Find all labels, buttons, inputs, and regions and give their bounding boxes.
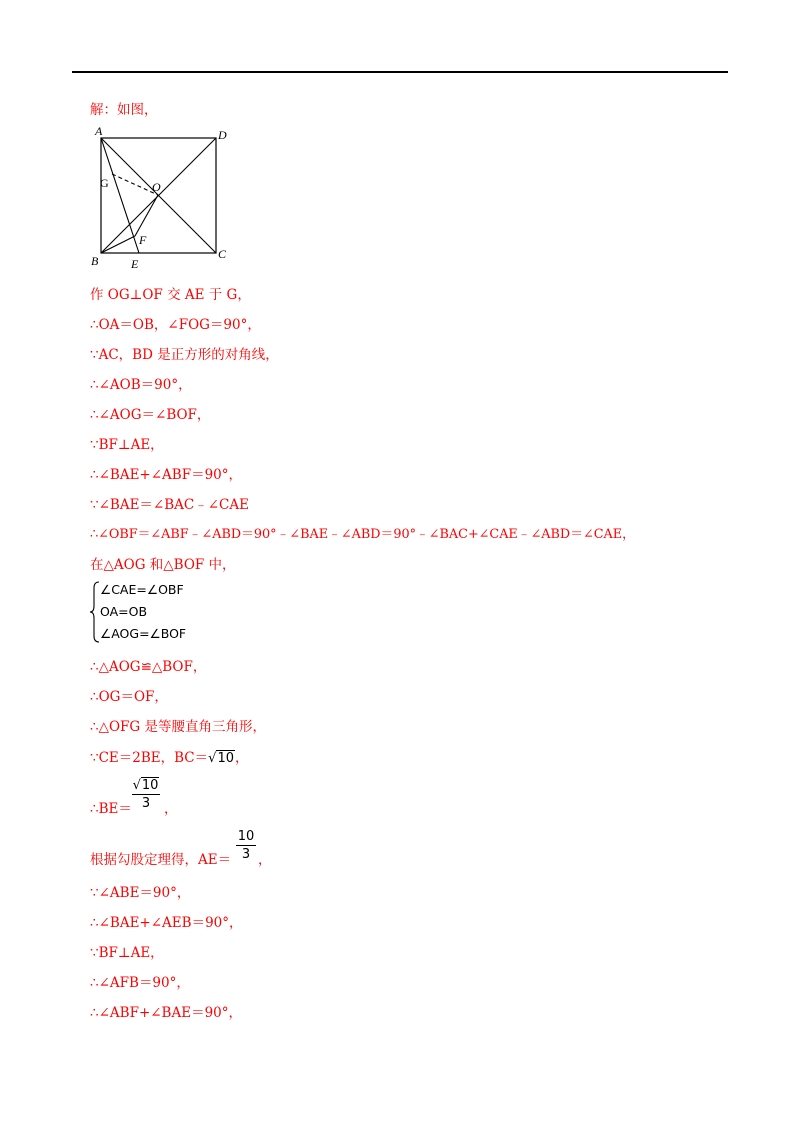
step-14-text: ∵CE＝2BE，BC＝ (90, 750, 209, 766)
step-6: ∵BF⊥AE， (90, 437, 164, 453)
step-19: ∵BF⊥AE， (90, 945, 164, 961)
segment-ae (101, 138, 139, 253)
step-12: ∴OG＝OF， (90, 689, 168, 705)
step-14-comma: ， (234, 750, 249, 766)
step-10: 在△AOG 和△BOF 中， (90, 557, 236, 573)
label-a: A (95, 126, 103, 138)
step-3: ∵AC，BD 是正方形的对角线， (90, 347, 279, 363)
fraction-ae (236, 829, 256, 862)
step-14 (90, 749, 248, 768)
label-o: O (152, 180, 161, 194)
step-15 (90, 800, 132, 818)
label-c: C (218, 247, 227, 261)
fraction-be-numerator: √10 (132, 778, 159, 793)
step-17: ∵∠ABE＝90°， (90, 885, 191, 901)
label-e: E (131, 257, 139, 271)
fraction-ae-numerator: 10 (237, 829, 255, 844)
sqrt-10: √10 (208, 751, 234, 766)
condition-2: OA=OB (100, 604, 148, 619)
step-5: ∴∠AOG＝∠BOF， (90, 407, 211, 423)
geometry-figure (86, 126, 246, 271)
label-b: B (91, 254, 99, 268)
step-13: ∴△OFG 是等腰直角三角形， (90, 719, 266, 735)
header-rule (72, 71, 728, 73)
step-16-text: 根据勾股定理得，AE＝ (90, 852, 232, 868)
step-16 (90, 851, 231, 869)
step-9: ∴∠OBF＝∠ABF﹣∠ABD＝90°﹣∠BAE﹣∠ABD＝90°﹣∠BAC+∠CAE﹣∠ABD＝∠CAE， (90, 527, 635, 542)
condition-1: ∠CAE=∠OBF (100, 582, 184, 597)
label-g: G (100, 176, 109, 190)
sqrt-10-radicand: 10 (217, 751, 234, 766)
label-f: F (139, 233, 147, 247)
step-21: ∴∠ABF+∠BAE＝90°， (90, 1005, 243, 1021)
label-d: D (218, 128, 227, 142)
fraction-be-denominator: 3 (141, 796, 151, 811)
fraction-be (132, 778, 160, 811)
step-18: ∴∠BAE+∠AEB＝90°， (90, 915, 243, 931)
step-15-text: ∴BE＝ (90, 801, 132, 817)
step-1: 作 OG⊥OF 交 AE 于 G， (90, 287, 251, 303)
step-2: ∴OA＝OB，∠FOG＝90°， (90, 317, 261, 333)
step-11: ∴△AOG≌△BOF， (90, 659, 207, 675)
step-7: ∴∠BAE+∠ABF＝90°， (90, 467, 243, 483)
solution-intro: 解：如图， (90, 102, 158, 118)
congruence-conditions (90, 580, 230, 644)
step-8: ∵∠BAE＝∠BAC﹣∠CAE (90, 497, 249, 513)
fraction-ae-denominator: 3 (241, 847, 251, 862)
step-15-comma: ， (164, 801, 178, 817)
left-brace-icon (90, 580, 100, 644)
step-16-comma: ， (258, 852, 272, 868)
condition-3: ∠AOG=∠BOF (100, 626, 187, 641)
step-4: ∴∠AOB＝90°， (90, 377, 192, 393)
step-20: ∴∠AFB＝90°， (90, 975, 190, 991)
segment-bf (101, 236, 135, 253)
